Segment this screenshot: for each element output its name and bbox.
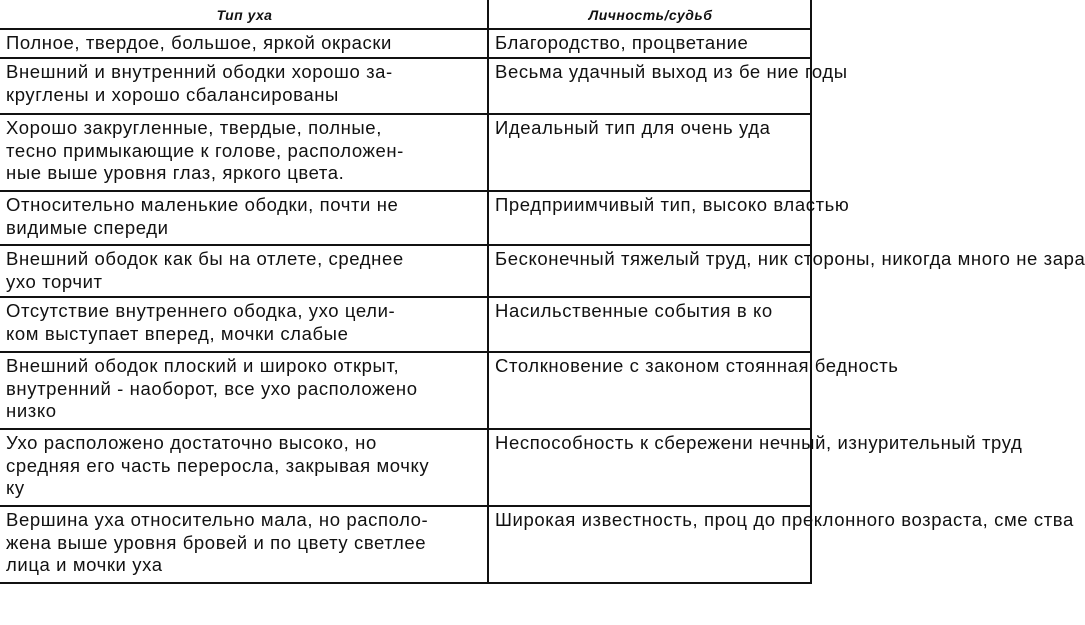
personality-cell: Насильственные события в ко: [488, 297, 811, 352]
ear-type-cell: Вершина уха относительно мала, но располо- жена выше уровня бровей и по цвету светлее лица и мочки уха: [0, 506, 488, 583]
personality-cell: Благородство, процветание: [488, 29, 811, 58]
table-header-row: [0, 0, 811, 29]
table-row: [0, 429, 811, 506]
personality-cell: Неспособность к сбережени нечный, изнурительный труд: [488, 429, 811, 506]
header-personality: Личность/судьб: [488, 0, 811, 29]
personality-cell: Идеальный тип для очень уда: [488, 114, 811, 191]
table-row: [0, 352, 811, 429]
header-ear-type: Тип уха: [0, 0, 488, 29]
ear-type-cell: Внешний и внутренний ободки хорошо за- круглены и хорошо сбалансированы: [0, 58, 488, 114]
ear-type-cell: Внешний ободок как бы на отлете, среднее ухо торчит: [0, 245, 488, 297]
table-row: [0, 191, 811, 245]
table-row: [0, 29, 811, 58]
ear-type-cell: Относительно маленькие ободки, почти не видимые спереди: [0, 191, 488, 245]
table-row: [0, 297, 811, 352]
table-row: [0, 245, 811, 297]
ear-type-cell: Полное, твердое, большое, яркой окраски: [0, 29, 488, 58]
ear-type-cell: Отсутствие внутреннего ободка, ухо цели- ком выступает вперед, мочки слабые: [0, 297, 488, 352]
personality-cell: Предприимчивый тип, высоко властью: [488, 191, 811, 245]
table-row: [0, 114, 811, 191]
personality-cell: Широкая известность, проц до преклонного возраста, сме ства: [488, 506, 811, 583]
ear-type-cell: Внешний ободок плоский и широко открыт, внутренний - наоборот, все ухо расположено низко: [0, 352, 488, 429]
personality-cell: Бесконечный тяжелый труд, ник стороны, никогда много не зара: [488, 245, 811, 297]
ear-type-cell: Ухо расположено достаточно высоко, но средняя его часть переросла, закрывая мочку ку: [0, 429, 488, 506]
table-row: [0, 506, 811, 583]
table-row: [0, 58, 811, 114]
personality-cell: Весьма удачный выход из бе ние годы: [488, 58, 811, 114]
personality-cell: Столкновение с законом стоянная бедность: [488, 352, 811, 429]
ear-type-cell: Хорошо закругленные, твердые, полные, тесно примыкающие к голове, расположен- ные выше уровня глаз, яркого цвета.: [0, 114, 488, 191]
